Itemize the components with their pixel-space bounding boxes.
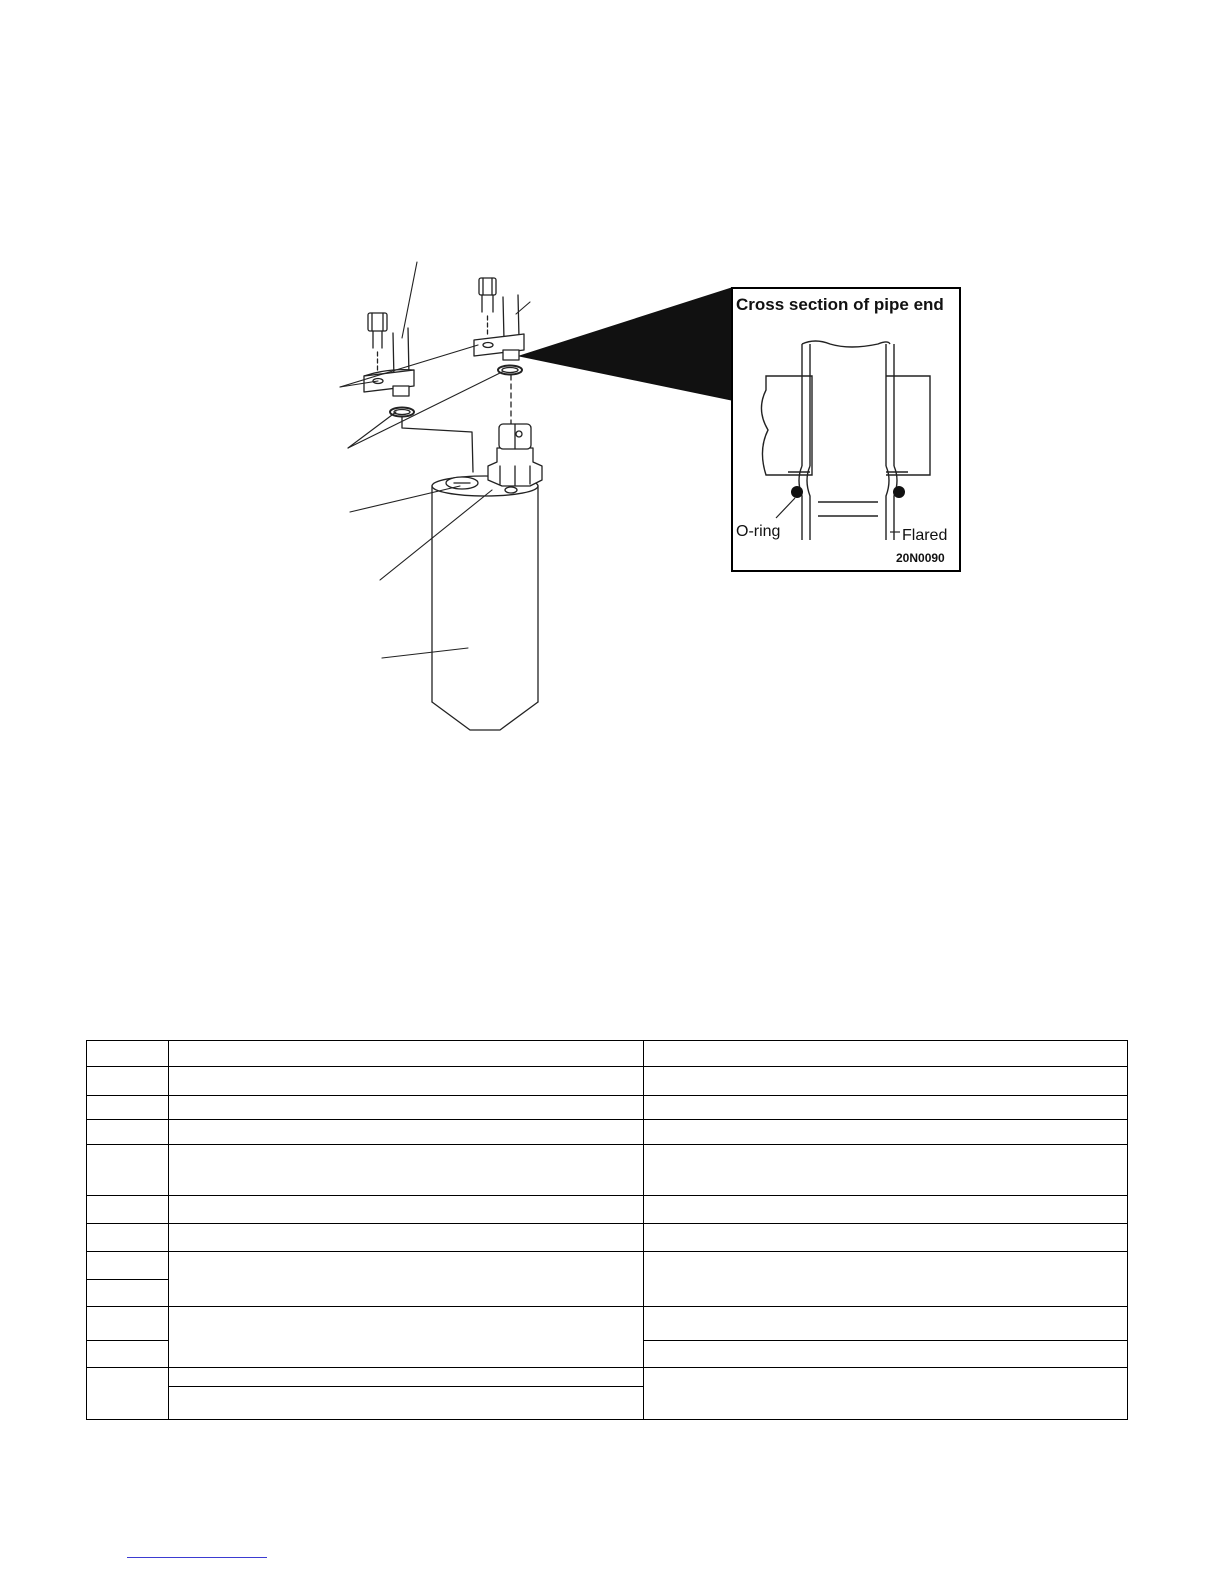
table-row (87, 1196, 1128, 1224)
table-cell (644, 1224, 1128, 1252)
table-cell (644, 1145, 1128, 1196)
table-cell (644, 1252, 1128, 1307)
right-oring-inner-icon (502, 368, 518, 373)
footer-link-underline[interactable] (127, 1557, 267, 1558)
left-bolt-icon (368, 313, 387, 370)
table-cell (169, 1368, 644, 1387)
table-cell (87, 1145, 169, 1196)
table-cell (169, 1307, 644, 1368)
table-cell (87, 1120, 169, 1145)
table-row (87, 1252, 1128, 1280)
table-cell (169, 1096, 644, 1120)
specification-table (86, 1040, 1128, 1420)
receiver-drier-exploded-illustration (330, 240, 980, 740)
figure-code: 20N0090 (896, 551, 945, 565)
table-cell (87, 1096, 169, 1120)
right-flange-icon (474, 334, 524, 360)
pipe-end-cross-section-inset (732, 288, 960, 571)
table-cell (644, 1041, 1128, 1067)
table-cell (169, 1252, 644, 1307)
left-flange-icon (364, 370, 414, 396)
table-row (87, 1120, 1128, 1145)
table-cell (169, 1120, 644, 1145)
table-cell (169, 1067, 644, 1096)
table-cell (644, 1196, 1128, 1224)
right-pipe-icon (503, 295, 519, 340)
table-cell (87, 1041, 169, 1067)
table-cell (87, 1252, 169, 1280)
table-cell (169, 1387, 644, 1420)
table-cell (644, 1120, 1128, 1145)
table-cell (644, 1096, 1128, 1120)
table-row (87, 1096, 1128, 1120)
callout-wedge-icon (520, 288, 732, 400)
inset-title: Cross section of pipe end (736, 295, 944, 314)
right-oring-section-icon (893, 486, 905, 498)
table-row (87, 1307, 1128, 1341)
table-row (87, 1368, 1128, 1387)
table-cell (87, 1224, 169, 1252)
table-cell (169, 1041, 644, 1067)
table-cell (169, 1224, 644, 1252)
table-cell (87, 1280, 169, 1307)
table-row (87, 1224, 1128, 1252)
flared-label: Flared (902, 527, 948, 544)
table-row (87, 1067, 1128, 1096)
table-cell (644, 1307, 1128, 1341)
table-cell (87, 1067, 169, 1096)
table-row (87, 1145, 1128, 1196)
table-cell (644, 1341, 1128, 1368)
pressure-switch-icon (488, 424, 542, 486)
table-cell (644, 1067, 1128, 1096)
table-cell (169, 1145, 644, 1196)
table-row (87, 1041, 1128, 1067)
table-cell (87, 1196, 169, 1224)
table-cell (644, 1368, 1128, 1420)
right-bolt-icon (479, 278, 496, 334)
table-cell (87, 1368, 169, 1420)
left-oring-section-icon (791, 486, 803, 498)
table-cell (87, 1341, 169, 1368)
table-cell (87, 1307, 169, 1341)
oring-label: O-ring (736, 523, 781, 540)
table-cell (169, 1196, 644, 1224)
receiver-drier-body-icon (432, 476, 538, 730)
